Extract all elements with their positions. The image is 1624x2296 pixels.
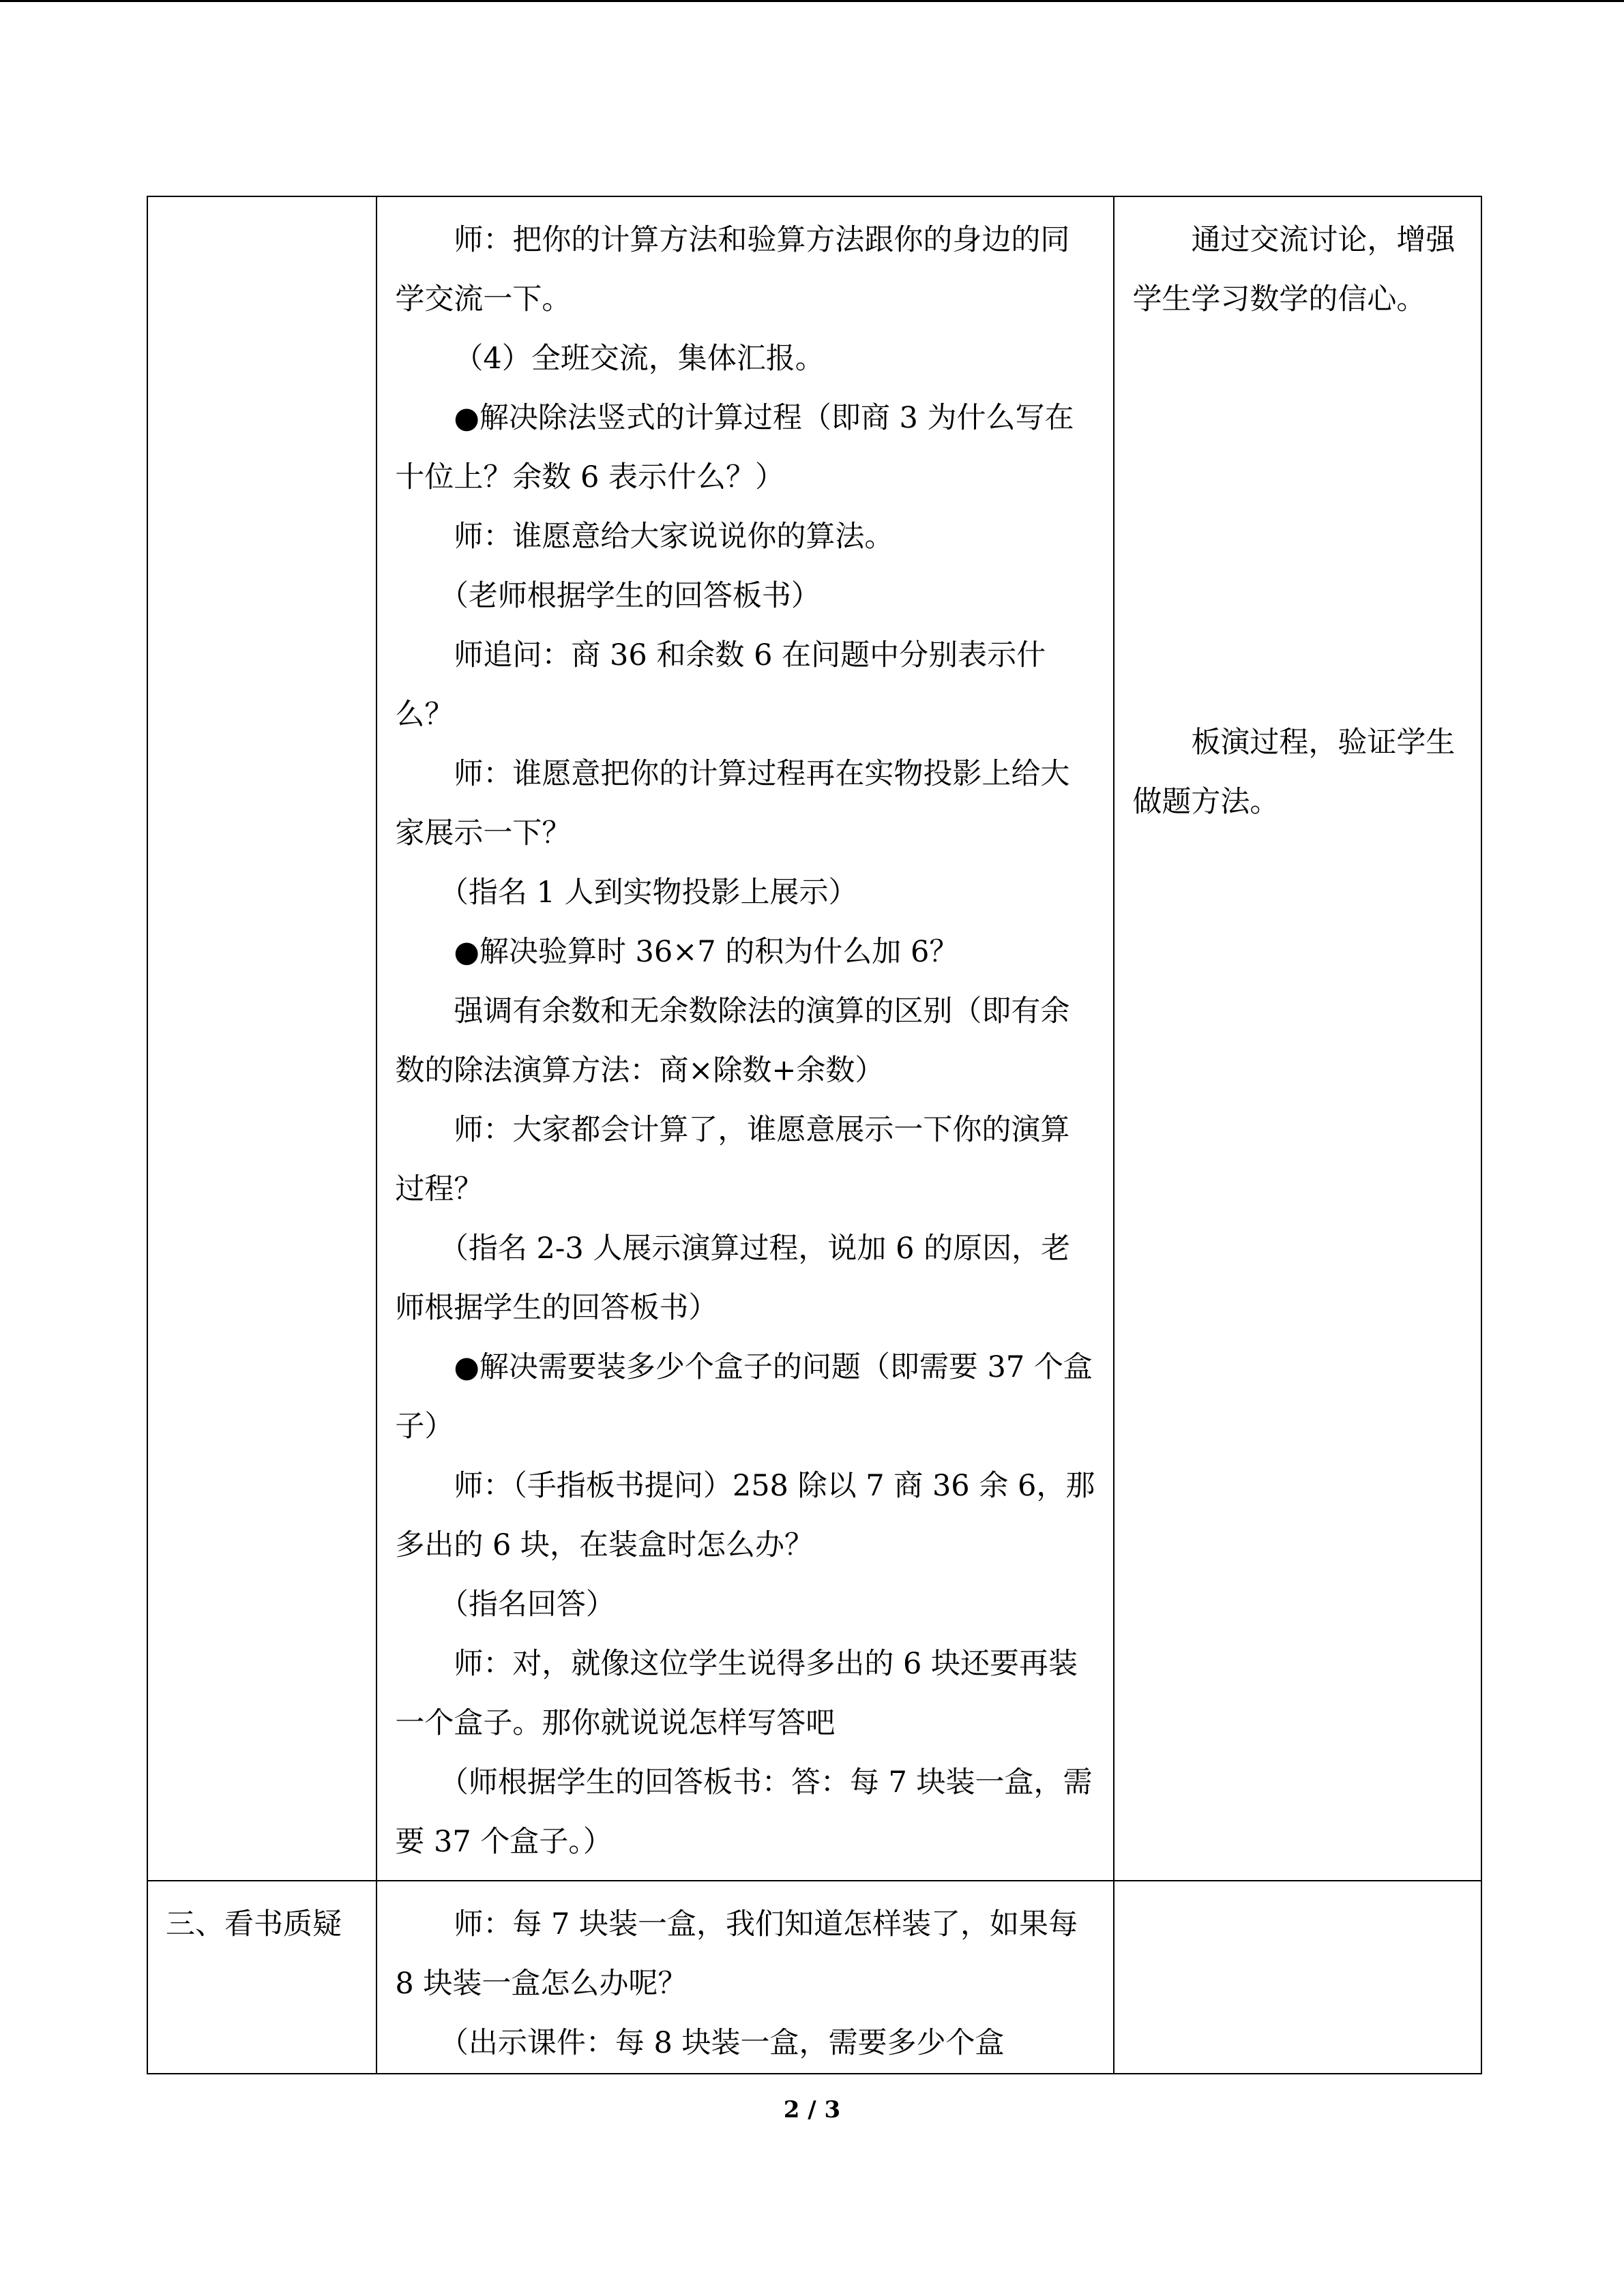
- process-paragraph: （指名回答）: [439, 1587, 615, 1622]
- intent-paragraph: 板演过程，验证学生做题方法。: [1132, 726, 1456, 819]
- stage-cell: [147, 1881, 377, 2074]
- process-paragraph: （老师根据学生的回答板书）: [439, 579, 821, 613]
- process-paragraph: 师：把你的计算方法和验算方法跟你的身边的同学交流一下。: [395, 223, 1070, 316]
- process-paragraph: 师：大家都会计算了，谁愿意展示一下你的演算过程？: [395, 1113, 1070, 1206]
- process-paragraph: 强调有余数和无余数除法的演算的区别（即有余数的除法演算方法：商×除数+余数）: [395, 994, 1070, 1088]
- process-paragraph: 师：谁愿意把你的计算过程再在实物投影上给大家展示一下？: [395, 757, 1070, 850]
- design-intent-cell: [1114, 196, 1481, 1881]
- process-paragraph: （4）全班交流，集体汇报。: [454, 342, 825, 376]
- teaching-process-cell: [377, 1881, 1114, 2074]
- page-top-border: [0, 0, 1624, 2]
- process-paragraph: 师：谁愿意给大家说说你的算法。: [454, 520, 894, 554]
- page-number: 2 / 3: [783, 2096, 841, 2123]
- process-paragraph: 师：（手指板书提问）258 除以 7 商 36 余 6，那多出的 6 块，在装盒时怎么办？: [395, 1469, 1095, 1562]
- process-paragraph: 师：对，就像这位学生说得多出的 6 块还要再装一个盒子。那你就说说怎样写答吧: [395, 1647, 1078, 1740]
- process-paragraph: （指名 1 人到实物投影上展示）: [439, 876, 858, 910]
- process-paragraph: ●解决除法竖式的计算过程（即商 3 为什么写在十位上？余数 6 表示什么？）: [395, 401, 1074, 494]
- process-paragraph: （师根据学生的回答板书：答：每 7 块装一盒，需要 37 个盒子。）: [395, 1765, 1093, 1859]
- stage-label: 三、看书质疑: [166, 1907, 342, 1941]
- process-paragraph: ●解决需要装多少个盒子的问题（即需要 37 个盒子）: [395, 1350, 1093, 1444]
- process-paragraph: （指名 2-3 人展示演算过程，说加 6 的原因，老师根据学生的回答板书）: [395, 1232, 1071, 1325]
- process-paragraph: （出示课件：每 8 块装一盒，需要多少个盒: [439, 2026, 1005, 2060]
- process-paragraph: ●解决验算时 36×7 的积为什么加 6？: [454, 935, 959, 969]
- table-row-section-2: [147, 196, 1481, 1881]
- lesson-plan-table: [147, 196, 1482, 2074]
- intent-paragraph: 通过交流讨论，增强学生学习数学的信心。: [1132, 223, 1456, 316]
- process-paragraph: 师：每 7 块装一盒，我们知道怎样装了，如果每 8 块装一盒怎么办呢？: [395, 1907, 1087, 2001]
- stage-cell: [147, 196, 377, 1881]
- intent-spacer: [1132, 329, 1460, 713]
- process-paragraph: 师追问：商 36 和余数 6 在问题中分别表示什么？: [395, 638, 1046, 732]
- table-row-section-3: [147, 1881, 1481, 2074]
- teaching-process-cell: [377, 196, 1114, 1881]
- design-intent-cell: [1114, 1881, 1481, 2074]
